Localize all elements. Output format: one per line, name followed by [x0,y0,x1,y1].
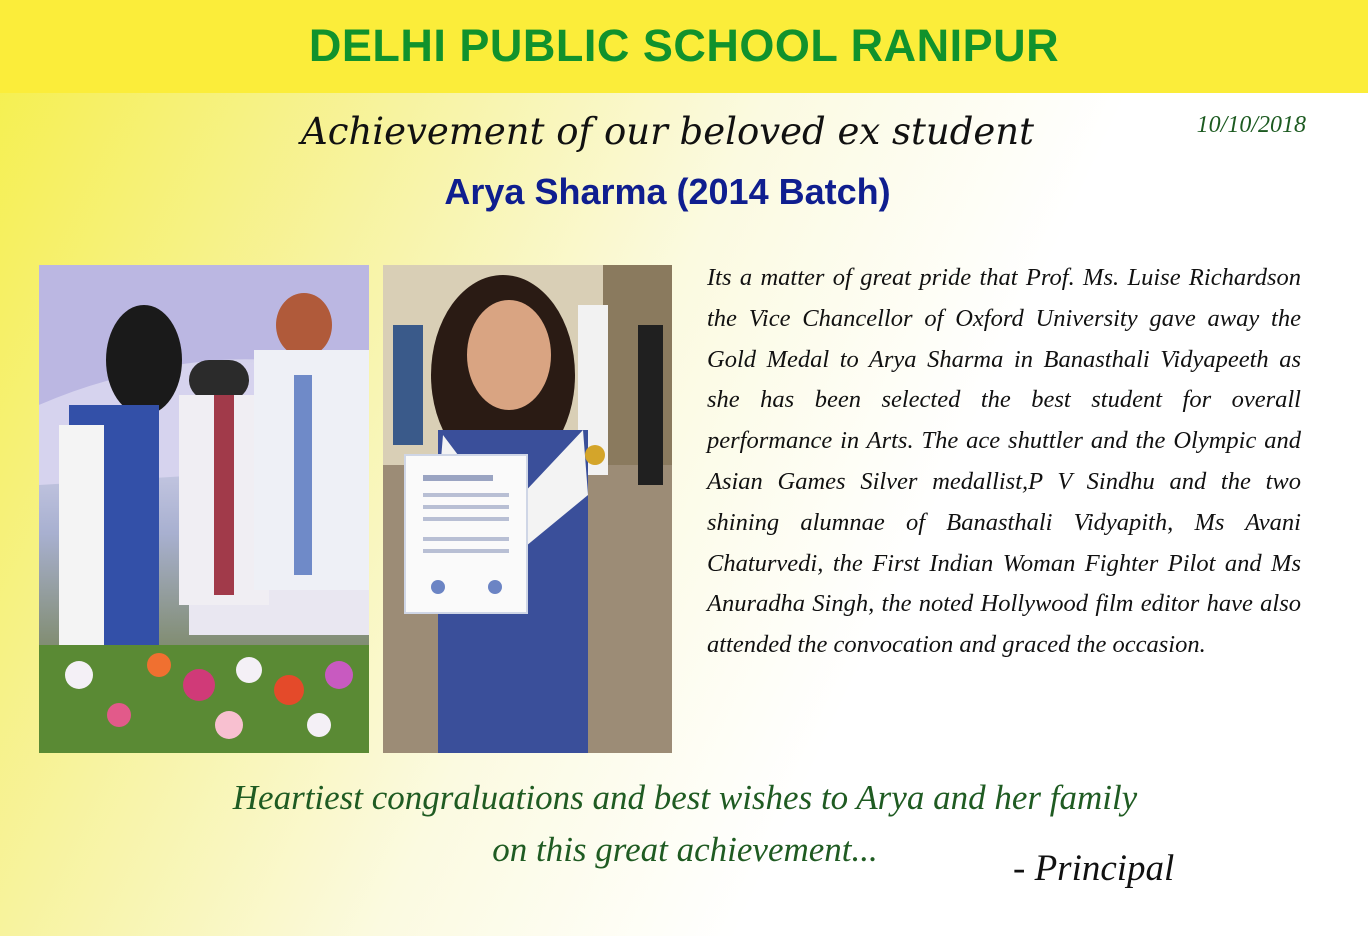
medal-ceremony-photo [39,265,369,753]
medal-ceremony-illustration [39,265,369,753]
congratulations-line-1: Heartiest congraluations and best wishes to Arya and her family [232,778,1138,817]
student-name: Arya Sharma (2014 Batch) [444,171,891,212]
principal-signature: - Principal [1013,848,1175,889]
student-certificate-illustration [383,265,672,753]
achievement-description: Its a matter of great pride that Prof. Ms. Luise Richardson the Vice Chancellor of Oxford University gave away the Gold Medal to Arya Sharma in Banasthali Vidyapeeth as she has been selected the best student for overall performance in Arts. The ace shuttler and the Olympic and Asian Games Silver medallist,P V Sindhu and the two shining alumnae of Banasthali Vidyapith, Ms Avani Chaturvedi, the First Indian Woman Fighter Pilot and Ms Anuradha Singh, the noted Hollywood film editor have also attended the convocation and graced the occasion. [707,264,1301,659]
date-label: 10/10/2018 [1196,112,1306,138]
school-name: DELHI PUBLIC SCHOOL RANIPUR [308,20,1060,71]
congratulations-line-2: on this great achievement... [492,830,878,869]
student-with-certificate-photo [383,265,672,753]
header-banner [0,0,1368,93]
achievement-heading: Achievement of our beloved ex student [301,110,1034,153]
